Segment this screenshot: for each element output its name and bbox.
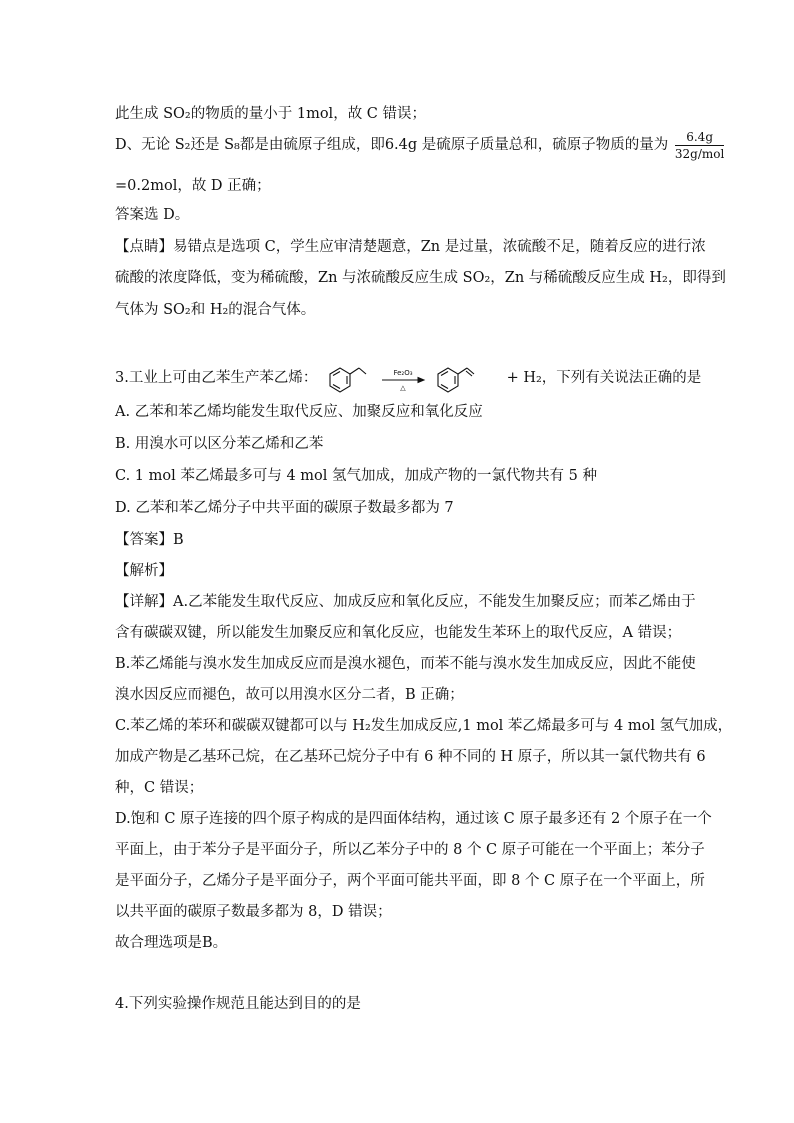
- text-line: 硫酸的浓度降低，变为稀硫酸，Zn 与浓硫酸反应生成 SO₂，Zn 与稀硫酸反应生成 H₂，即得到: [115, 270, 726, 286]
- text-line: 含有碳碳双键，所以能发生加聚反应和氧化反应，也能发生苯环上的取代反应，A 错误；: [115, 625, 682, 641]
- text-line: 此生成 SO₂的物质的量小于 1mol，故 C 错误；: [115, 106, 427, 122]
- heat-symbol: △: [400, 384, 406, 392]
- text-line: B.苯乙烯能与溴水发生加成反应而是溴水褪色，而苯不能与溴水发生加成反应，因此不能使: [115, 656, 696, 672]
- text-segment: + H₂，下列有关说法正确的是: [506, 370, 702, 386]
- catalyst-label: Fe₂O₃: [393, 369, 413, 377]
- text-line: 以共平面的碳原子数最多都为 8，D 错误；: [115, 904, 392, 920]
- text-line-with-fraction: [115, 125, 726, 165]
- text-line: 【详解】A.乙苯能发生取代反应、加成反应和氧化反应，不能发生加聚反应；而苯乙烯由于: [115, 594, 696, 610]
- option-d: D. 乙苯和苯乙烯分子中共平面的碳原子数最多都为 7: [115, 500, 454, 516]
- text-segment: 3.工业上可由乙苯生产苯乙烯：: [115, 370, 318, 386]
- styrene-structure: [438, 368, 474, 392]
- text-line: 溴水因反应而褪色，故可以用溴水区分二者，B 正确；: [115, 687, 464, 703]
- text-line: D.饱和 C 原子连接的四个原子构成的是四面体结构，通过该 C 原子最多还有 2 个原子在一个: [115, 811, 712, 827]
- fraction-denominator: 32g/mol: [674, 146, 725, 161]
- text-line: 气体为 SO₂和 H₂的混合气体。: [115, 302, 316, 318]
- fraction: [675, 129, 724, 162]
- text-line: C.苯乙烯的苯环和碳碳双键都可以与 H₂发生加成反应,1 mol 苯乙烯最多可与 4 mol 氢气加成，: [115, 718, 733, 734]
- option-b: B. 用溴水可以区分苯乙烯和乙苯: [115, 436, 324, 452]
- text-line: 是平面分子，乙烯分子是平面分子，两个平面可能共平面，即 8 个 C 原子在一个平面上，所: [115, 873, 705, 889]
- answer-label: 【答案】B: [115, 532, 184, 548]
- ethylbenzene-structure: [330, 368, 366, 392]
- option-c: C. 1 mol 苯乙烯最多可与 4 mol 氢气加成，加成产物的一氯代物共有 5 种: [115, 468, 597, 484]
- text-line: 答案选 D。: [115, 207, 190, 223]
- analysis-label: 【解析】: [115, 563, 173, 579]
- text-line: 加成产物是乙基环己烷，在乙基环己烷分子中有 6 种不同的 H 原子，所以其一氯代物共有 6: [115, 749, 706, 765]
- fraction-numerator: 6.4g: [675, 129, 724, 146]
- text-line: 故合理选项是B。: [115, 935, 228, 951]
- text-line: =0.2mol，故 D 正确；: [115, 178, 271, 194]
- reaction-scheme: [322, 358, 502, 398]
- question-4-stem: 4.下列实验操作规范且能达到目的的是: [115, 996, 361, 1012]
- text-segment: D、无论 S₂还是 S₈都是由硫原子组成，即6.4g 是硫原子质量总和，硫原子物质的量为: [115, 137, 669, 153]
- text-line: 平面上，由于苯分子是平面分子，所以乙苯分子中的 8 个 C 原子可能在一个平面上；苯分子: [115, 842, 705, 858]
- text-line: 【点睛】易错点是选项 C，学生应审清楚题意，Zn 是过量，浓硫酸不足，随着反应的进行浓: [115, 239, 706, 255]
- text-line: 种，C 错误；: [115, 780, 204, 796]
- reaction-arrow: [382, 378, 424, 383]
- question-3-stem: [115, 358, 701, 398]
- option-a: A. 乙苯和苯乙烯均能发生取代反应、加聚反应和氧化反应: [115, 404, 483, 420]
